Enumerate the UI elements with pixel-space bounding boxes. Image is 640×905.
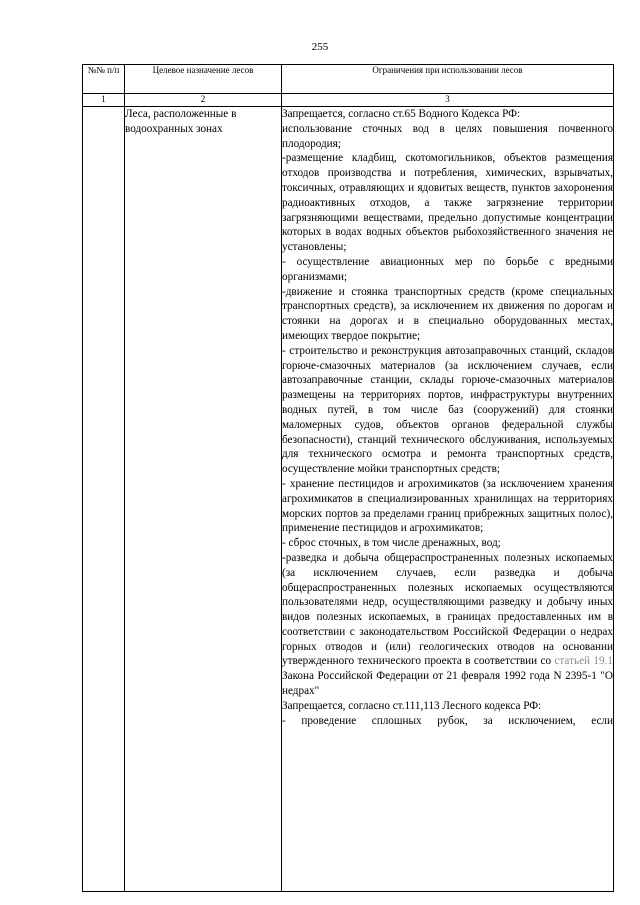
row-num-cell (83, 107, 125, 892)
restriction-intro: Запрещается, согласно ст.65 Водного Кодекса РФ: (282, 108, 521, 120)
header-purpose: Целевое назначение лесов (125, 65, 282, 94)
header-restrictions: Ограничения при использовании лесов (282, 65, 614, 94)
restriction-item: - проведение сплошных рубок, за исключением, если (282, 714, 613, 727)
restrictions-cell (282, 107, 614, 892)
restriction-item: - осуществление авиационных мер по борьбе с вредными организмами; (282, 255, 613, 283)
restrictions-table (82, 64, 614, 892)
column-index-1: 1 (83, 94, 125, 107)
restriction-item: - сброс сточных, в том числе дренажных, вод; (282, 537, 501, 550)
column-index-row (83, 94, 614, 107)
page-number: 255 (311, 41, 329, 53)
table-header-row (83, 65, 614, 94)
law-article-link[interactable]: статьей 19.1 (554, 655, 613, 668)
column-index-3: 3 (282, 94, 614, 107)
mining-text-end: Закона Российской Федерации от 21 февраля 1992 года N 2395-1 "О недрах" (282, 670, 613, 698)
restriction-item: -движение и стоянка транспортных средств (кроме специальных транспортных средств), за исключением их движения по дорогам и стоянки на дорогах и в специально оборудованных местах, имеющих твердое покрытие; (282, 285, 613, 342)
restriction-item: -размещение кладбищ, скотомогильников, объектов размещения отходов производства и потребления, химических, взрывчатых, токсичных, отравляющих и ядовитых веществ, пунктов захоронения радиоактивных отходов, а также загрязнение территории загрязняющими веществами, предельно допустимые концентрации которых в водах водных объектов рыбохозяйственного значения не установлены; (282, 152, 613, 254)
restriction-item: использование сточных вод в целях повышения почвенного плодородия; (282, 122, 613, 150)
restriction-item: - хранение пестицидов и агрохимикатов (за исключением хранения агрохимикатов в специализированных хранилищах на территориях морских портов за пределами границ прибрежных защитных полос), применение пестицидов и агрохимикатов; (282, 477, 613, 535)
table-row (83, 107, 614, 892)
mining-text: -разведка и добыча общераспространенных полезных ископаемых (за исключением случаев, если разведка и добыча общераспространенных полезных ископаемых осуществляются пользователями недр, осуществляющими разведку и добычу иных видов полезных ископаемых, в границах предоставленных им в соответствии с законодательством Российской Федерации о недрах горных отводов и (или) геологических отводов на основании утвержденного технического проекта в соответствии со (282, 551, 613, 668)
forest-code-intro: Запрещается, согласно ст.111,113 Лесного кодекса РФ: (282, 699, 542, 712)
restriction-item: - строительство и реконструкция автозаправочных станций, складов горюче-смазочных материалов (за исключением случаев, если автозаправочные станции, склады горюче-смазочных материалов размещены на территориях портов, инфраструктуры внутренних водных путей, в том числе баз (сооружений) для стоянки маломерных судов, объектов органов федеральной службы безопасности), станций технического обслуживания, используемых для технического осмотра и ремонта транспортных средств, осуществление мойки транспортных средств; (282, 344, 613, 476)
forest-purpose-cell: Леса, расположенные в водоохранных зонах (125, 107, 282, 892)
column-index-2: 2 (125, 94, 282, 107)
header-num: №№ п/п (83, 65, 125, 94)
restriction-item-mining (282, 551, 613, 699)
